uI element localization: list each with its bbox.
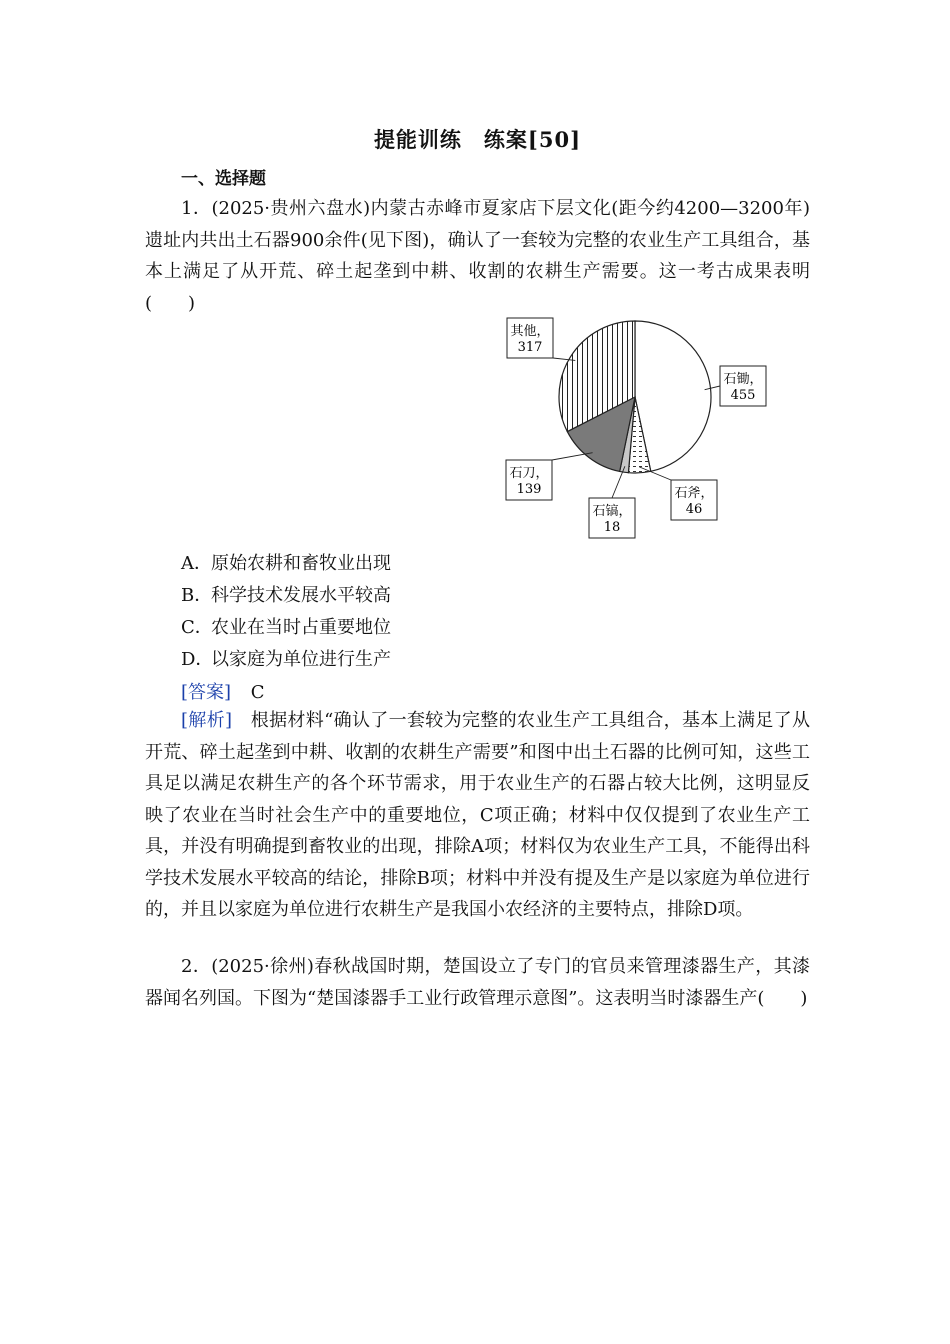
option-letter: A． (181, 553, 212, 574)
slice-label-石锄: 石锄， (723, 372, 763, 387)
analysis-tag: [解析] (181, 710, 233, 731)
slice-value-石刀: 139 (516, 482, 542, 497)
option-d[interactable] (181, 645, 391, 671)
option-letter: B． (181, 585, 213, 606)
analysis-text: 根据材料“确认了一套较为完整的农业生产工具组合，基本上满足了从开荒、碎土起垄到中耕、收割的农耕生产需要”和图中出土石器的比例可知，这些工具足以满足农耕生产的各个环节需求，用于农业生产的石器占较大比例，这明显反映了农业在当时社会生产中的重要地位，C项正确；材料中仅仅提到了农业生产工具，并没有明确提到畜牧业的出现，排除A项；材料仅为农业生产工具，不能得出科学技术发展水平较高的结论，排除B项；材料中并没有提及生产是以家庭为单位进行的，并且以家庭为单位进行农耕生产是我国小农经济的主要特点，排除D项。 (145, 710, 811, 920)
pie-chart (350, 314, 780, 546)
option-c[interactable] (181, 613, 391, 639)
callout-line-石刀 (552, 453, 593, 460)
option-letter: D． (181, 649, 214, 670)
option-text: 原始农耕和畜牧业出现 (211, 553, 391, 574)
answer-line (181, 678, 265, 704)
option-b[interactable] (181, 581, 391, 607)
section-heading: 一、选择题 (181, 169, 266, 189)
answer-value: C (250, 682, 265, 703)
question-2-stem: 2．(2025·徐州)春秋战国时期，楚国设立了专门的官员来管理漆器生产，其漆器闻名列国。下图为“楚国漆器手工业行政管理示意图”。这表明当时漆器生产( ) (145, 956, 810, 1009)
question-1-stem: 1．(2025·贵州六盘水)内蒙古赤峰市夏家店下层文化(距今约4200—3200年)遗址内共出土石器900余件(见下图)，确认了一套较为完整的农业生产工具组合，基本上满足了从开荒、碎土起垄到中耕、收割的农耕生产需要。这一考古成果表明( ) (145, 198, 810, 314)
slice-value-石锄: 455 (730, 388, 756, 403)
slice-label-其他: 其他， (510, 324, 550, 339)
option-text: 科学技术发展水平较高 (211, 585, 391, 606)
slice-label-石镐: 石镐， (592, 504, 632, 519)
option-letter: C． (181, 617, 213, 638)
slice-value-其他: 317 (517, 340, 543, 355)
slice-label-石斧: 石斧， (674, 486, 714, 501)
analysis-paragraph (145, 705, 810, 926)
slice-value-石斧: 46 (685, 502, 703, 517)
option-text: 以家庭为单位进行生产 (211, 649, 391, 670)
answer-tag: [答案] (181, 682, 232, 703)
option-a[interactable] (181, 549, 391, 575)
slice-value-石镐: 18 (603, 520, 621, 535)
option-text: 农业在当时占重要地位 (211, 617, 391, 638)
slice-label-石刀: 石刀， (509, 466, 549, 481)
page-title: 提能训练 练案[50] (373, 127, 582, 152)
